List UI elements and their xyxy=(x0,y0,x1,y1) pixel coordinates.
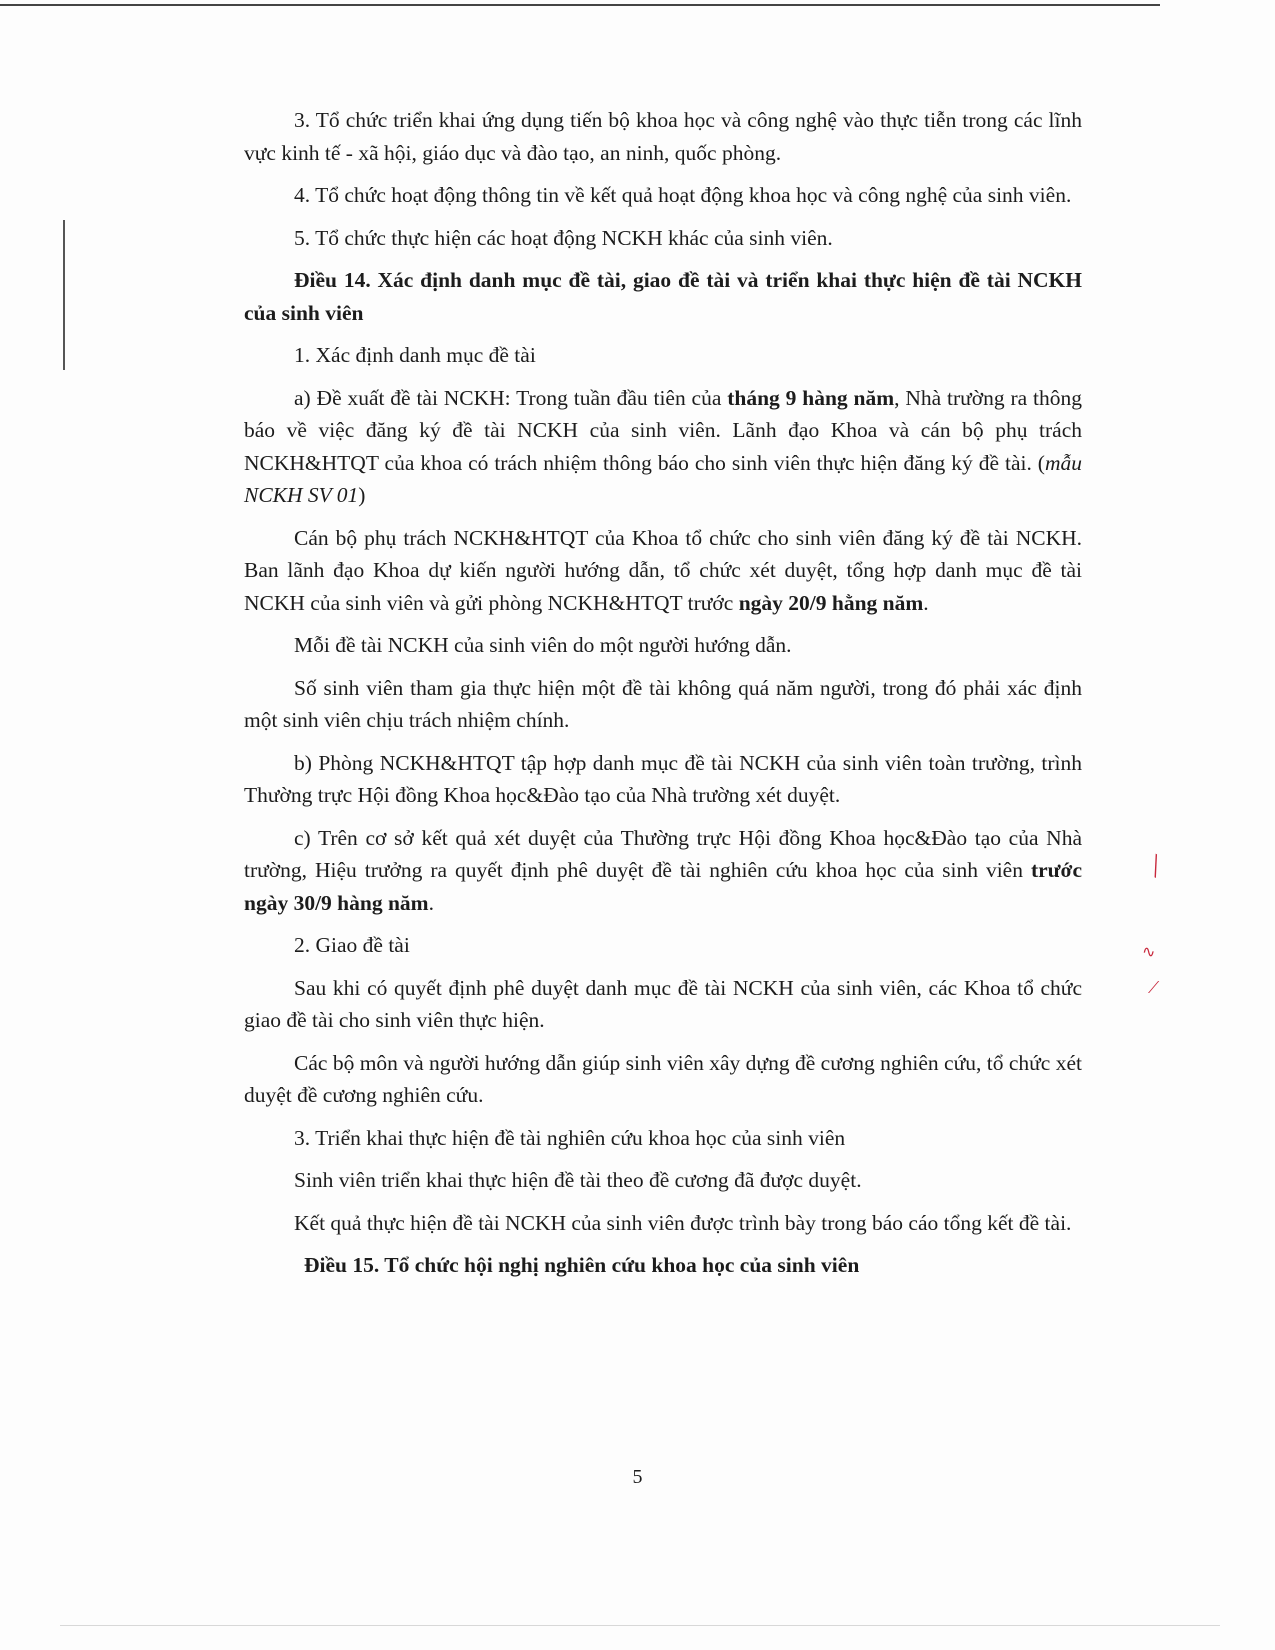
section-2-title: 2. Giao đề tài xyxy=(294,933,410,957)
paragraph-canbo xyxy=(244,522,1082,620)
paragraph-item-3: 3. Tổ chức triển khai ứng dụng tiến bộ khoa học và công nghệ vào thực tiễn trong các lĩnh vực kinh tế - xã hội, giáo dục và đào tạo, an ninh, quốc phòng. xyxy=(244,108,1082,165)
page-number: 5 xyxy=(632,1466,643,1488)
paragraph-c-text-2: . xyxy=(428,890,434,915)
paragraph-canbo-text-1: Cán bộ phụ trách NCKH&HTQT của Khoa tổ chức cho sinh viên đăng ký đề tài NCKH. Ban lãnh đạo Khoa dự kiến người hướng dẫn, tổ chức xét duyệt, tổng hợp danh mục đề tài NCKH của sinh viên và gửi phòng NCKH&HTQT trước xyxy=(244,525,1082,615)
paragraph-b: b) Phòng NCKH&HTQT tập hợp danh mục đề tài NCKH của sinh viên toàn trường, trình Thường trực Hội đồng Khoa học&Đào tạo của Nhà trường xét duyệt. xyxy=(244,750,1082,807)
paragraph-moi: Mỗi đề tài NCKH của sinh viên do một người hướng dẫn. xyxy=(294,633,792,657)
paragraph-so: Số sinh viên tham gia thực hiện một đề tài không quá năm người, trong đó phải xác định một sinh viên chịu trách nhiệm chính. xyxy=(244,675,1082,732)
section-1-title: 1. Xác định danh mục đề tài xyxy=(294,343,536,367)
stamp-fragment-mark: ∿ xyxy=(1142,942,1156,961)
section-2-paragraph-1: Sau khi có quyết định phê duyệt danh mục đề tài NCKH của sinh viên, các Khoa tổ chức giao đề tài cho sinh viên thực hiện. xyxy=(244,975,1082,1032)
section-3-title: 3. Triển khai thực hiện đề tài nghiên cứu khoa học của sinh viên xyxy=(294,1125,846,1150)
article-14-title: Điều 14. Xác định danh mục đề tài, giao đề tài và triển khai thực hiện đề tài NCKH của sinh viên xyxy=(244,268,1082,325)
paragraph-a-text-3: ) xyxy=(358,483,366,507)
paragraph-a xyxy=(244,382,1082,512)
article-15-title: Điều 15. Tổ chức hội nghị nghiên cứu khoa học của sinh viên xyxy=(304,1253,860,1277)
section-3-paragraph-1: Sinh viên triển khai thực hiện đề tài theo đề cương đã được duyệt. xyxy=(294,1168,862,1192)
paragraph-item-4: 4. Tổ chức hoạt động thông tin về kết quả hoạt động khoa học và công nghệ của sinh viên. xyxy=(294,183,1072,207)
section-2-paragraph-2: Các bộ môn và người hướng dẫn giúp sinh viên xây dựng đề cương nghiên cứu, tổ chức xét duyệt đề cương nghiên cứu. xyxy=(244,1050,1082,1107)
document-body xyxy=(244,104,1082,1292)
paragraph-canbo-text-2: . xyxy=(923,590,929,615)
paragraph-a-bold-date: tháng 9 hàng năm xyxy=(727,385,895,410)
paragraph-item-5: 5. Tổ chức thực hiện các hoạt động NCKH khác của sinh viên. xyxy=(294,225,833,250)
paragraph-canbo-bold-date: ngày 20/9 hằng năm xyxy=(738,590,924,615)
paragraph-a-text-1: a) Đề xuất đề tài NCKH: Trong tuần đầu tiên của xyxy=(294,385,728,410)
paragraph-a-text-2: , Nhà trường ra thông báo về việc đăng ký đề tài NCKH của sinh viên. Lãnh đạo Khoa và cán bộ phụ trách NCKH&HTQT của khoa có trách nhiệm thông báo cho sinh viên thực hiện đăng ký đề tài. ( xyxy=(244,385,1082,475)
paragraph-c-text-1: c) Trên cơ sở kết quả xét duyệt của Thường trực Hội đồng Khoa học&Đào tạo của Nhà trường, Hiệu trưởng ra quyết định phê duyệt đề tài nghiên cứu khoa học của sinh viên xyxy=(244,825,1082,882)
paragraph-c-bold-date: trước ngày 30/9 hàng năm xyxy=(244,858,1082,915)
stamp-fragment-mark: ⟋ xyxy=(1148,978,1160,997)
paragraph-c xyxy=(244,822,1082,920)
top-scan-edge xyxy=(0,4,1160,6)
paragraph-a-form-ref: mẫu NCKH SV 01 xyxy=(244,450,1082,507)
section-3-paragraph-2: Kết quả thực hiện đề tài NCKH của sinh viên được trình bày trong báo cáo tổng kết đề tài. xyxy=(294,1210,1072,1235)
bottom-scan-edge xyxy=(60,1625,1220,1626)
stamp-fragment-mark: ╲ xyxy=(1145,854,1166,879)
left-margin-mark xyxy=(63,220,65,370)
